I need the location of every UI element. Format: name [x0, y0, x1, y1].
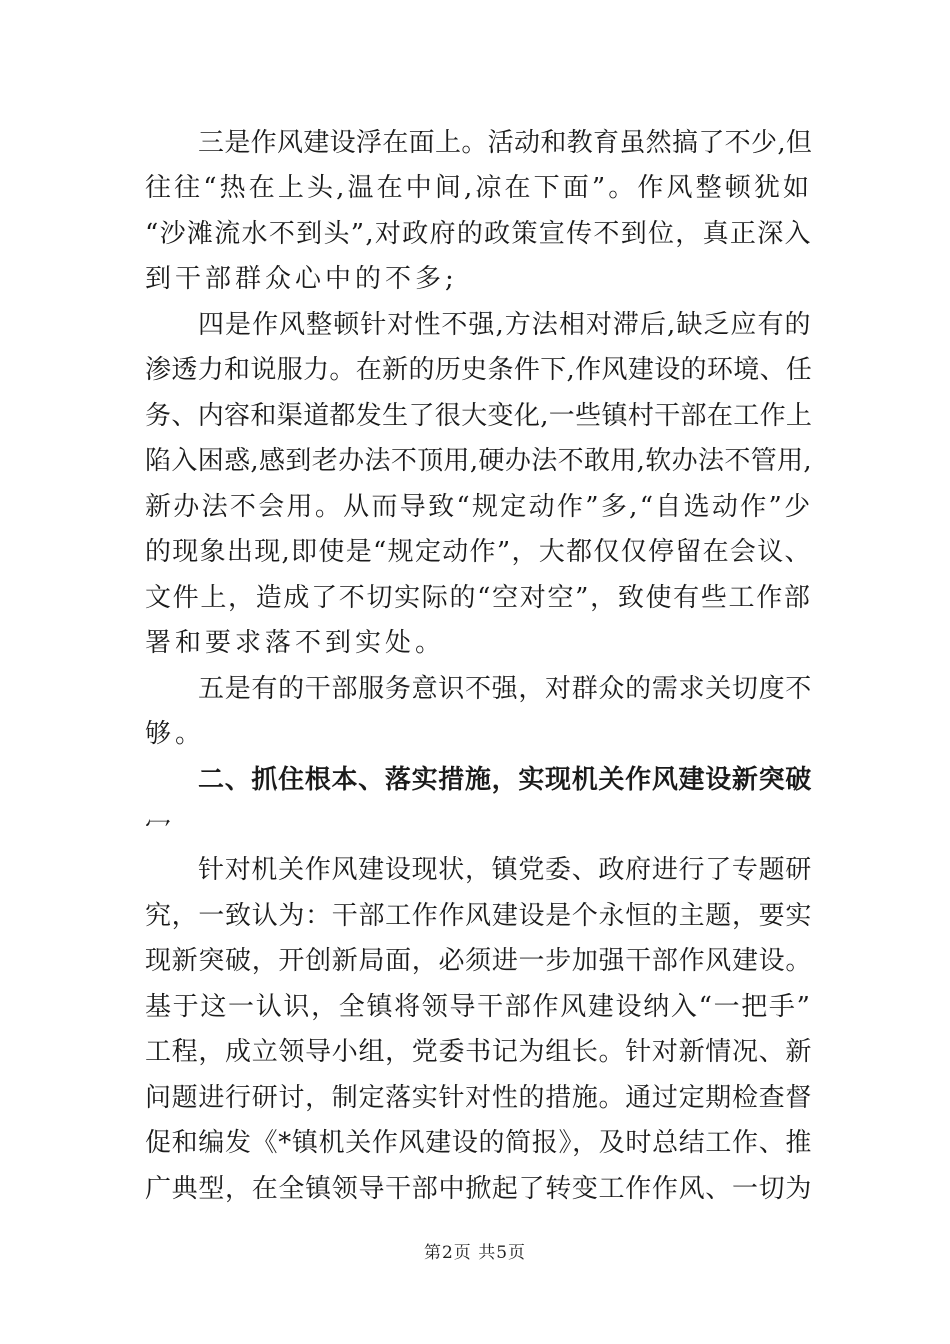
text-line: 工程，成立领导小组，党委书记为组长。针对新情况、新: [145, 1037, 813, 1067]
heading-tail: 冖: [145, 812, 176, 842]
text-line: 三是作风建设浮在面上。活动和教育虽然搞了不少,但: [198, 128, 813, 158]
text-line: 现新突破，开创新局面，必须进一步加强干部作风建设。: [145, 946, 813, 976]
text-line: 四是作风整顿针对性不强,方法相对滞后,缺乏应有的: [198, 310, 812, 340]
text-line: 促和编发《*镇机关作风建设的简报》，及时总结工作、推: [145, 1128, 813, 1158]
section-heading: 二、抓住根本、落实措施，实现机关作风建设新突破: [198, 765, 813, 795]
text-line: 渗透力和说服力。在新的历史条件下,作风建设的环境、任: [145, 355, 813, 385]
text-line: 陷入困惑,感到老办法不顶用,硬办法不敢用,软办法不管用,: [145, 446, 813, 476]
text-line: 往往“热在上头,温在中间,凉在下面”。作风整顿犹如: [145, 173, 813, 203]
text-line: 的现象出现,即使是“规定动作”，大都仅仅停留在会议、: [145, 537, 812, 567]
text-line: 广典型，在全镇领导干部中掀起了转变工作作风、一切为: [145, 1174, 813, 1204]
text-line: 基于这一认识，全镇将领导干部作风建设纳入“一把手”: [145, 992, 812, 1022]
text-line: 针对机关作风建设现状，镇党委、政府进行了专题研: [198, 855, 813, 885]
text-line: 到干部群众心中的不多;: [145, 264, 458, 294]
text-line: 署和要求落不到实处。: [145, 628, 446, 658]
page-footer: 第2页 共5页: [423, 1243, 527, 1263]
text-line: 新办法不会用。从而导致“规定动作”多,“自选动作”少: [145, 492, 813, 522]
text-line: 五是有的干部服务意识不强，对群众的需求关切度不: [198, 674, 813, 704]
text-line: 够。: [145, 719, 206, 749]
text-line: 文件上，造成了不切实际的“空对空”，致使有些工作部: [145, 583, 812, 613]
text-line: 问题进行研讨，制定落实针对性的措施。通过定期检查督: [145, 1083, 813, 1113]
text-line: “沙滩流水不到头”,对政府的政策宣传不到位，真正深入: [145, 219, 812, 249]
text-line: 究，一致认为：干部工作作风建设是个永恒的主题，要实: [145, 901, 813, 931]
text-line: 务、内容和渠道都发生了很大变化,一些镇村干部在工作上: [145, 401, 813, 431]
